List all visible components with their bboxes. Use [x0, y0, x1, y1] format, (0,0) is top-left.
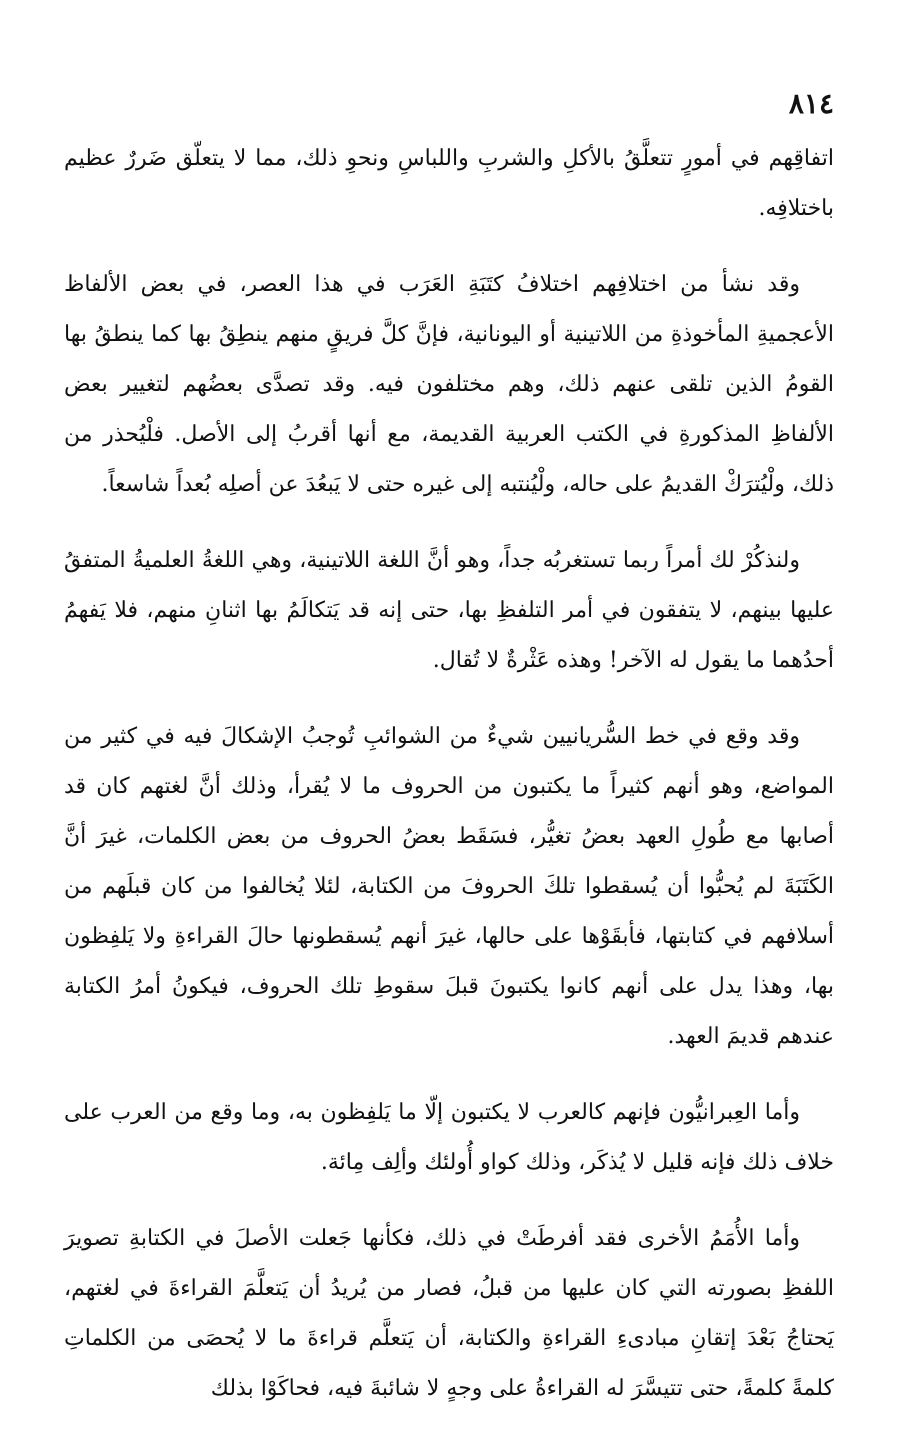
paragraph-6: وأما الأُمَمُ الأخرى فقد أفرطَتْ في ذلك، فكأنها جَعلت الأصلَ في الكتابةِ تصويرَ اللفظِ بصورته التي كان عليها من قبلُ، فصار من يُريدُ أن يَتعلَّمَ القراءةَ في لغتهم، يَحتاجُ بَعْدَ إتقانِ مبادىءِ القراءةِ والكتابة، أن يَتعلَّم قراءةَ ما لا يُحصَى من الكلماتِ كلمةً كلمةً، حتى تتيسَّرَ له القراءةُ على وجهٍ لا شائبةَ فيه، فحاكَوْا بذلك	[64, 1226, 834, 1401]
paragraph-4: وقد وقع في خط السُّريانيين شيءٌ من الشوائبِ تُوجبُ الإشكالَ فيه في كثير من المواضع، وهو أنهم كثيراً ما يكتبون من الحروف ما لا يُقرأ، وذلك أنَّ لغتهم كان قد أصابها مع طُولِ العهد بعضُ تغيُّر، فسَقَط بعضُ الحروف من بعض الكلمات، غيرَ أنَّ الكَتَبَةَ لم يُحبُّوا أن يُسقطوا تلكَ الحروفَ من الكتابة، لئلا يُخالفوا من كان قبلَهم من أسلافهم في كتابتها، فأبقَوْها على حالها، غيرَ أنهم يُسقطونها حالَ القراءةِ ولا يَلفِظون بها، وهذا يدل على أنهم كانوا يكتبونَ قبلَ سقوطِ تلك الحروف، فيكونُ أمرُ الكتابة عندهم قديمَ العهد.	[64, 724, 834, 1049]
paragraph-1: اتفاقِهم في أمورٍ تتعلَّقُ بالأكلِ والشربِ واللباسِ ونحوِ ذلك، مما لا يتعلّق ضَررٌ عظيم باختلافِه.	[64, 146, 834, 221]
body-text	[64, 134, 834, 1440]
page-number: ٨١٤	[788, 87, 834, 120]
paragraph-5: وأما العِبرانيُّون فإنهم كالعرب لا يكتبون إلّا ما يَلفِظون به، وما وقع من العرب على خلاف ذلك فإنه قليل لا يُذكَر، وذلك كواو أُولئك وألِف مِائة.	[64, 1100, 834, 1175]
book-page	[64, 84, 834, 1401]
paragraph-2: وقد نشأ من اختلافِهم اختلافُ كتَبَةِ العَرَب في هذا العصر، في بعض الألفاظ الأعجميةِ المأخوذةِ من اللاتينية أو اليونانية، فإنَّ كلَّ فريقٍ منهم ينطِقُ بها كما ينطقُ بها القومُ الذين تلقى عنهم ذلك، وهم مختلفون فيه. وقد تصدَّى بعضُهم لتغيير بعض الألفاظِ المذكورةِ في الكتب العربية القديمة، مع أنها أقربُ إلى الأصل. فلْيُحذر من ذلك، ولْيُترَكْ القديمُ على حاله، ولْيُنتبه إلى غيره حتى لا يَبعُدَ عن أصلِه بُعداً شاسعاً.	[64, 272, 834, 497]
paragraph-3: ولنذكُرْ لك أمراً ربما تستغربُه جداً، وهو أنَّ اللغة اللاتينية، وهي اللغةُ العلميةُ المتفقُ عليها بينهم، لا يتفقون في أمر التلفظِ بها، حتى إنه قد يَتكالَمُ بها اثنانِ منهم، فلا يَفهمُ أحدُهما ما يقول له الآخر! وهذه عَثْرةٌ لا تُقال.	[64, 548, 834, 673]
